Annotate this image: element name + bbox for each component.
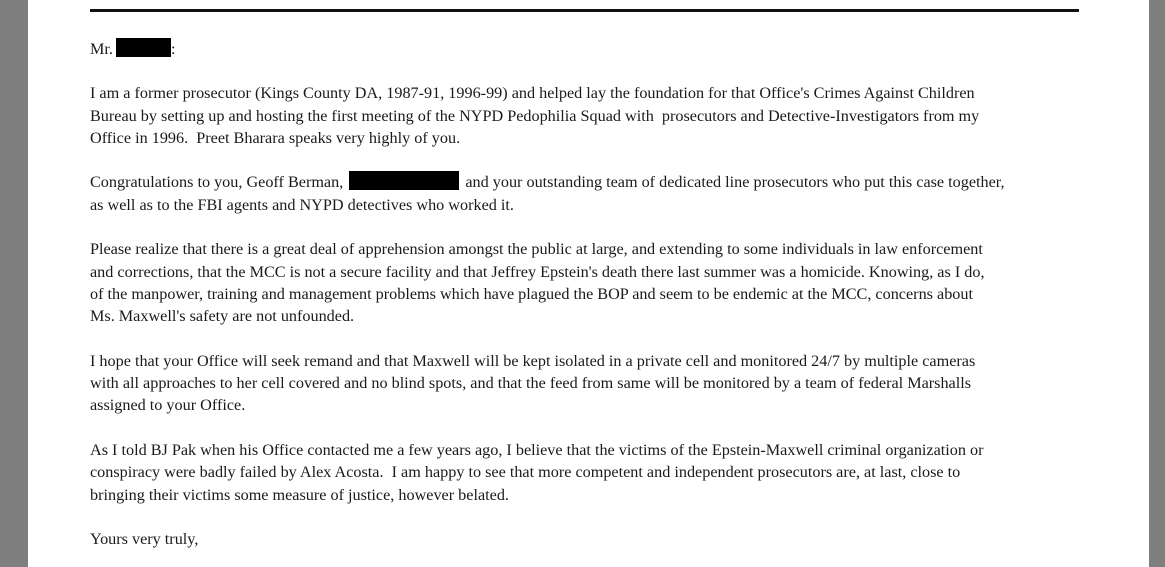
redaction-block-name [349, 171, 459, 190]
paragraph-justice [90, 439, 1090, 506]
redaction-block-recipient [116, 38, 171, 57]
document-page [28, 0, 1149, 567]
text-line: Ms. Maxwell's safety are not unfounded. [90, 307, 355, 326]
text-line: assigned to your Office. [90, 396, 246, 415]
text-segment: Congratulations to you, Geoff Berman, [90, 173, 348, 192]
text-line: conspiracy were badly failed by Alex Acosta. I am happy to see that more competent and independent prosecutors are, at last, close to [90, 463, 961, 482]
text-line: I hope that your Office will seek remand and that Maxwell will be kept isolated in a private cell and monitored 24/7 by multiple cameras [90, 351, 976, 370]
salutation-suffix: : [170, 40, 176, 58]
text-line: with all approaches to her cell covered and no blind spots, and that the feed from same will be monitored by a team of federal Marshalls [90, 374, 972, 393]
text-line: and corrections, that the MCC is not a secure facility and that Jeffrey Epstein's death there last summer was a homicide. Knowing, as I do, [90, 262, 985, 281]
closing: Yours very truly, [90, 530, 199, 549]
salutation-prefix: Mr. [90, 40, 113, 58]
salutation [90, 38, 1090, 60]
text-line: bringing their victims some measure of justice, however belated. [90, 485, 509, 504]
text-line: As I told BJ Pak when his Office contacted me a few years ago, I believe that the victims of the Epstein-Maxwell criminal organization or [90, 441, 984, 460]
text-line: Please realize that there is a great deal of apprehension amongst the public at large, and extending to some individuals in law enforcement [90, 240, 983, 259]
header-rule [90, 9, 1079, 12]
text-segment: and your outstanding team of dedicated line prosecutors who put this case together, [461, 173, 1005, 192]
text-line: Bureau by setting up and hosting the first meeting of the NYPD Pedophilia Squad with prosecutors and Detective-Investigators from my [90, 106, 980, 125]
text-line [90, 171, 1090, 193]
letter-body [90, 38, 1090, 567]
paragraph-request [90, 350, 1090, 417]
paragraph-concerns [90, 238, 1090, 327]
text-line: Office in 1996. Preet Bharara speaks very highly of you. [90, 128, 461, 147]
paragraph-congratulations [90, 171, 1090, 216]
paragraph-background [90, 82, 1090, 149]
text-line: of the manpower, training and management problems which have plagued the BOP and seem to be endemic at the MCC, concerns about [90, 284, 973, 303]
text-line: I am a former prosecutor (Kings County DA, 1987-91, 1996-99) and helped lay the foundation for that Office's Crimes Against Children [90, 84, 975, 103]
text-line: as well as to the FBI agents and NYPD detectives who worked it. [90, 195, 514, 214]
